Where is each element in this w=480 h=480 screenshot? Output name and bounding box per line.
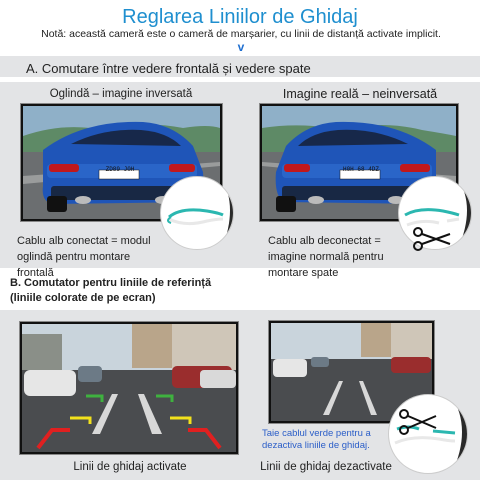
guideline-yellow-right xyxy=(170,418,190,424)
license-plate-left: ZD89 J0H xyxy=(105,166,135,173)
section-b-heading: B. Comutator pentru liniile de referință (liniile colorate de pe ecran) xyxy=(10,277,212,304)
guideline-red-right xyxy=(188,430,220,448)
real-image-description: Cablu alb deconectat = imagine normală pentru montare spate xyxy=(268,235,384,279)
chevron-down-icon: v xyxy=(237,40,245,54)
license-plate-right: H0H 68 4DZ xyxy=(342,166,379,173)
scissors-icon xyxy=(398,408,438,436)
guidelines-on-caption: Linii de ghidaj activate xyxy=(73,461,187,473)
guideline-overlay xyxy=(22,324,236,452)
intro-note: Notă: această cameră este o cameră de marșarier, cu linii de distanță activate implicit. xyxy=(41,28,441,40)
real-image-caption: Imagine reală – neinversată xyxy=(282,87,438,101)
mirror-description: Cablu alb conectat = modul oglindă pentru montare frontală xyxy=(17,235,151,279)
guidelines-off-caption: Linii de ghidaj dezactivate xyxy=(260,461,392,473)
cut-green-wire-note: Taie cablul verde pentru a dezactiva liniile de ghidaj. xyxy=(262,428,371,451)
guideline-green-left xyxy=(86,396,102,402)
guideline-green-right xyxy=(156,396,172,402)
section-a-heading: A. Comutare între vedere frontală și vedere spate xyxy=(26,61,311,76)
guideline-yellow-left xyxy=(70,418,90,424)
guidelines-on-photo xyxy=(20,322,238,454)
page-title: Reglarea Liniilor de Ghidaj xyxy=(122,6,358,28)
scissors-icon xyxy=(412,226,452,252)
guideline-red-left xyxy=(38,430,70,448)
mirror-caption: Oglindă – imagine inversată xyxy=(49,88,193,100)
